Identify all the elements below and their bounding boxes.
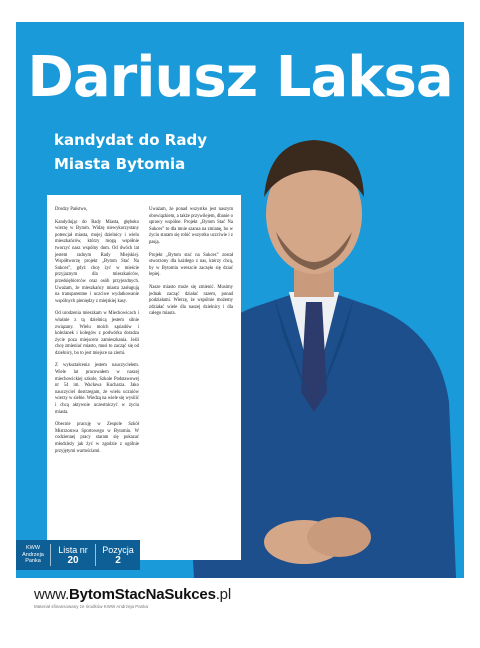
list-number-label: Lista nr [58, 544, 88, 555]
letter-paragraph: Obecnie pracuję w Zespole Szkół Mistrzostwa Sportowego w Bytomiu. W codziennej pracy staram się pokazać młodzieży jak żyć w zgodzie z ogólnie przyjętymi wartościami. [55, 422, 139, 454]
letter-paragraph: Projekt „Bytom stać na Sukces” został stworzony dla każdego z nas, którzy chcą, by w Bytomiu wreszcie zaczęło się dziać lepiej. [149, 252, 233, 278]
website-name: BytomStacNaSukces [69, 586, 216, 603]
position-number [96, 545, 140, 566]
website-suffix: .pl [215, 586, 231, 603]
committee-line: Panka [25, 558, 41, 565]
website-address [34, 586, 231, 603]
position-label: Pozycja [102, 544, 134, 555]
list-number [51, 545, 95, 566]
subtitle [54, 128, 207, 176]
website-prefix: www. [34, 586, 70, 603]
letter-paragraph: Kandydując do Rady Miasta, głęboko wierzę w Bytom. Widzę niewykorzystany potencjał miasta, mojej dzielnicy i wielu mieszkańców, którzy mogą współnie tworzyć nasz wspólny dom. Od dwóch lat jestem radnym Rady Miejskiej. Współtworzę projekt „Bytom Stać Na Sukces”, gdyż chcę żyć w mieście przyjaznym dla mieszkańców, przedsiębiorców oraz osób przyjezdnych. Uważam, że mieszkańcy miasta zasługują na transparentne i uczciwe wydatkowanie wspólnych pieniędzy z miejskiej kasy. [55, 219, 139, 304]
letter-paragraph: Uważam, że ponad wszystko jest naszym obowiązkiem, a także przywilejem, dbanie o sprawy wspólne. Projekt „Bytom Stać Na Sukces” to dla mnie szansa na zmianę, bo w życiu staram się robić wszystko uczciwie i z pasją. [149, 207, 233, 245]
letter-paragraph: Nasze miasto może się zmienić. Musimy jednak zacząć działać razem, ponad podziałami. Wierzę, że wspólnie możemy zdziałać wiele dla naszej dzielnicy i dla całego miasta. [149, 284, 233, 317]
letter-paragraph: Od urodzenia mieszkam w Miechowicach i właśnie z tą dzielnicą jestem silnie związany. Wielu moich sąsiadów i koleżanek i kolegów z podwórka doradza życie poza miejscem zamieszkania. Jeśli chcę zmieniać miasto, musi to zacząć się od dzielnicy, bo to jest miejsce na ziemi. [55, 311, 139, 356]
candidate-name-headline: Dariusz Laksa [27, 45, 453, 110]
letter-paragraph: Drodzy Państwo, [55, 207, 88, 212]
position-value: 2 [115, 554, 121, 566]
letter-column-1 [55, 207, 139, 548]
subtitle-line-2: Miasta Bytomia [54, 155, 186, 173]
letter-column-2 [149, 207, 233, 548]
letter-paragraph: Z wykształcenia jestem nauczycielem. Wiele lat pracowałem w naszej miechowickiej szkole, Szkole Podstawowej nr 54 im. Wacława Kucharza. Jako nauczyciel dostrzegam, że wielu uczniów wierzy w siebie. Wiedzą na wiele się wysilić i chcą aktywnie uczestniczyć w życiu miasta. [55, 363, 139, 415]
committee-line: KWW [25, 545, 41, 552]
letter-panel [47, 195, 241, 560]
list-number-value: 20 [67, 554, 79, 566]
funding-note: Materiał sfinansowany ze środków KWW Andrzeja Panka [34, 604, 149, 609]
committee-line: Andrzeja [22, 551, 44, 558]
ballot-info-bar [16, 540, 140, 570]
committee-label [16, 545, 50, 565]
subtitle-line-1: kandydat do Rady [54, 131, 207, 149]
